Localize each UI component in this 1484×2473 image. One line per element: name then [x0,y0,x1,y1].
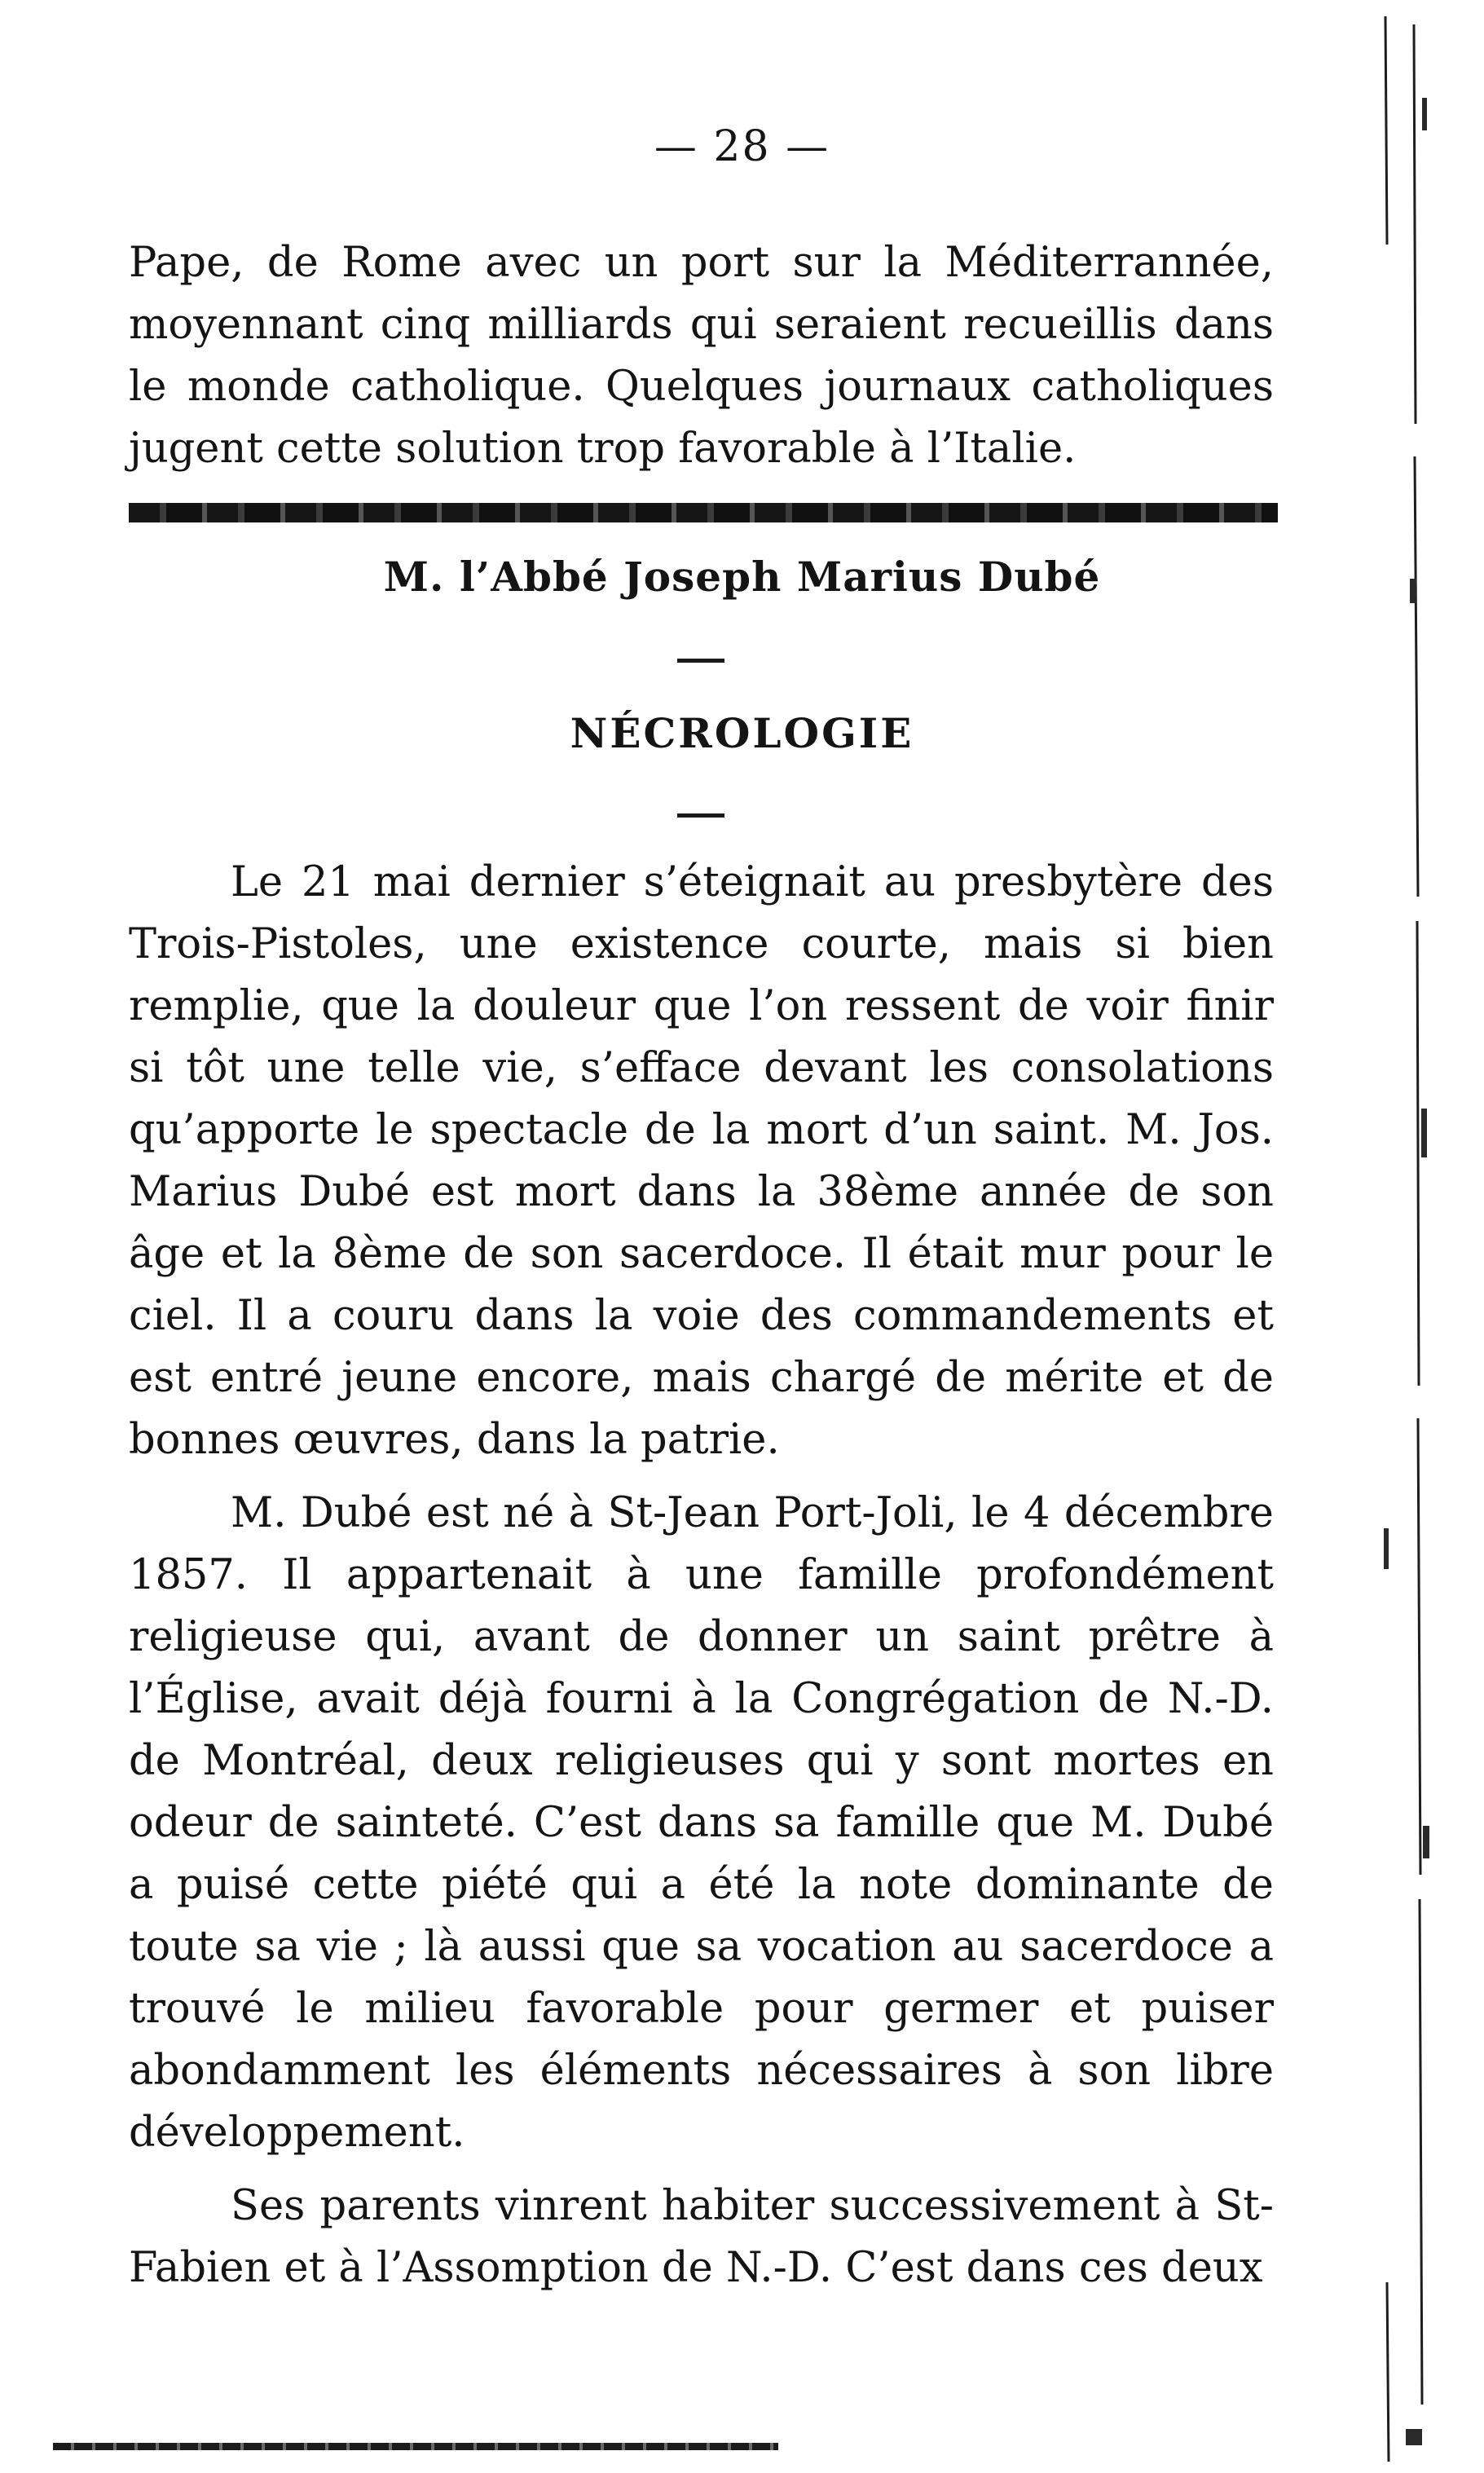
intro-paragraph: Pape, de Rome avec un port sur la Méditerrannée, moyennant cinq milliards qui seraient recueillis dans le monde catholique. Quelques journaux catholiques jugent cette solution trop favorable à l’Italie. [129,239,1274,473]
body-paragraph-3: Ses parents vinrent habiter successivement à St-Fabien et à l’Assomption de N.-D. C’est dans ces deux [129,2182,1274,2292]
right-margin-scan-noise [1377,0,1434,2473]
page-number: — 28 — [654,122,830,171]
body-paragraph-1: Le 21 mai dernier s’éteignait au presbytère des Trois-Pistoles, une existence courte, mais si bien remplie, que la douleur que l’on ressent de voir finir si tôt une telle vie, s’efface devant les consolations qu’apporte le spectacle de la mort d’un saint. M. Jos. Marius Dubé est mort dans la 38ème année de son âge et la 8ème de son sacerdoce. Il était mur pour le ciel. Il a couru dans la voie des commandements et est entré jeune encore, mais chargé de mérite et de bonnes œuvres, dans la patrie. [129,858,1274,1464]
article-title: M. l’Abbé Joseph Marius Dubé [383,553,1101,601]
footer-rule [53,2443,778,2450]
article-body [129,852,1274,2299]
intro-text-block [129,232,1274,480]
body-paragraph-2: M. Dubé est né à St-Jean Port-Joli, le 4 décembre 1857. Il appartenait à une famille profondément religieuse qui, avant de donner un saint prêtre à l’Église, avait déjà fourni à la Congrégation de N.-D. de Montréal, deux religieuses qui y sont mortes en odeur de sainteté. C’est dans sa famille que M. Dubé a puisé cette piété qui a été la note dominante de toute sa vie ; là aussi que sa vocation au sacerdoce a trouvé le milieu favorable pour germer et puiser abondamment les éléments nécessaires à son libre développement. [129,1489,1274,2157]
heading-dash [677,813,724,818]
separator-rule [129,503,1278,522]
title-dash [677,659,724,663]
section-heading: NÉCROLOGIE [570,709,914,757]
